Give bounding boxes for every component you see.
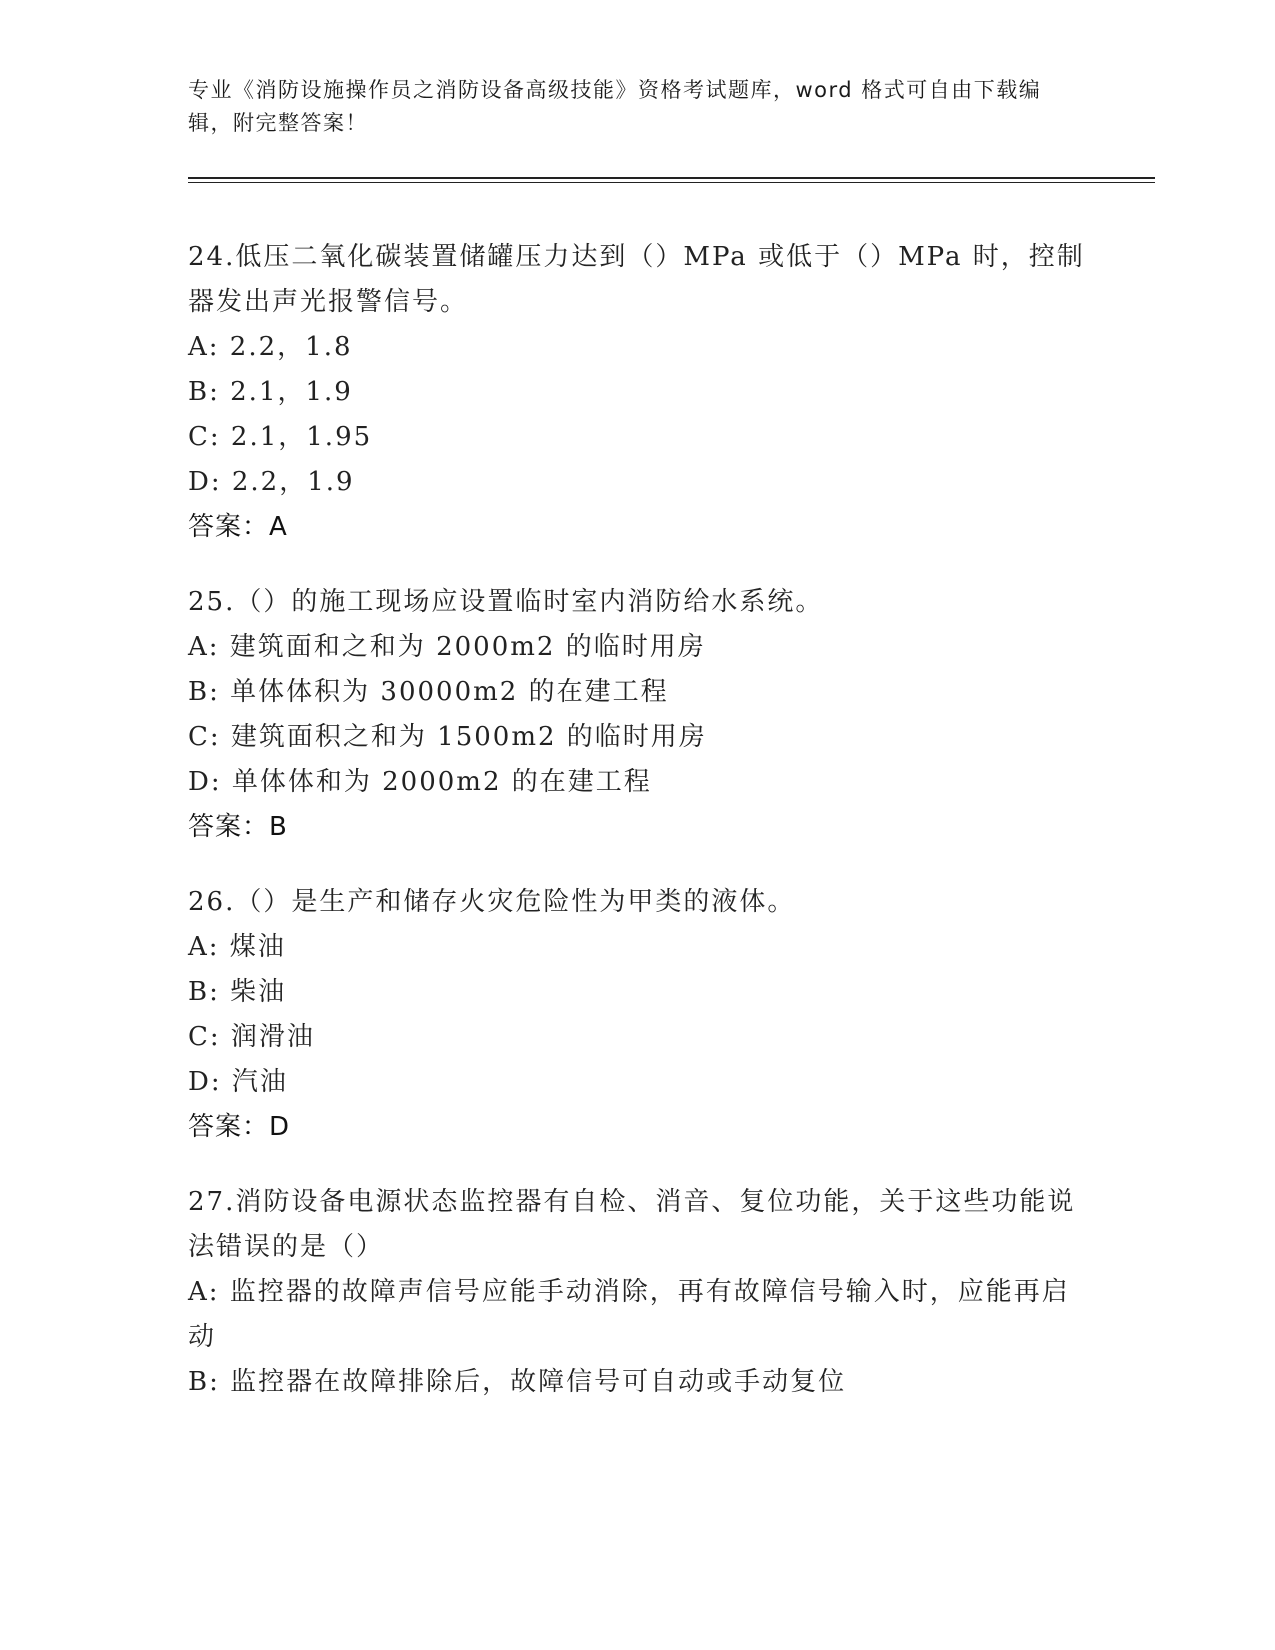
header-divider-thick (188, 177, 1155, 179)
question-25 (188, 580, 1088, 850)
option-d: D: 单体体和为 2000m2 的在建工程 (188, 767, 652, 797)
question-list (188, 235, 1088, 1435)
option-a: A: 煤油 (188, 932, 286, 962)
document-header: 专业《消防设施操作员之消防设备高级技能》资格考试题库，word 格式可自由下载编辑，附完整答案！ (188, 78, 1042, 135)
question-stem: 27.消防设备电源状态监控器有自检、消音、复位功能，关于这些功能说法错误的是（） (188, 1187, 1076, 1262)
question-stem: 24.低压二氧化碳装置储罐压力达到（）MPa 或低于（）MPa 时，控制器发出声光报警信号。 (188, 242, 1085, 317)
option-a: A: 建筑面和之和为 2000m2 的临时用房 (188, 632, 706, 662)
question-27 (188, 1180, 1088, 1405)
question-stem: 26.（）是生产和储存火灾危险性为甲类的液体。 (188, 887, 796, 917)
answer-text: 答案：A (188, 512, 288, 542)
option-c: C: 建筑面积之和为 1500m2 的临时用房 (188, 722, 707, 752)
option-a: A: 2.2，1.8 (188, 332, 353, 362)
option-d: D: 汽油 (188, 1067, 288, 1097)
option-d: D: 2.2，1.9 (188, 467, 355, 497)
question-26 (188, 880, 1088, 1150)
header-divider-thin (188, 182, 1155, 183)
option-b: B: 2.1，1.9 (188, 377, 353, 407)
answer-text: 答案：B (188, 812, 288, 842)
option-c: C: 2.1，1.95 (188, 422, 373, 452)
option-a: A: 监控器的故障声信号应能手动消除，再有故障信号输入时，应能再启动 (188, 1277, 1070, 1352)
question-stem: 25.（）的施工现场应设置临时室内消防给水系统。 (188, 587, 824, 617)
option-b: B: 监控器在故障排除后，故障信号可自动或手动复位 (188, 1367, 847, 1397)
question-24 (188, 235, 1088, 550)
option-c: C: 润滑油 (188, 1022, 315, 1052)
answer-text: 答案：D (188, 1112, 291, 1142)
option-b: B: 单体体积为 30000m2 的在建工程 (188, 677, 669, 707)
option-b: B: 柴油 (188, 977, 287, 1007)
